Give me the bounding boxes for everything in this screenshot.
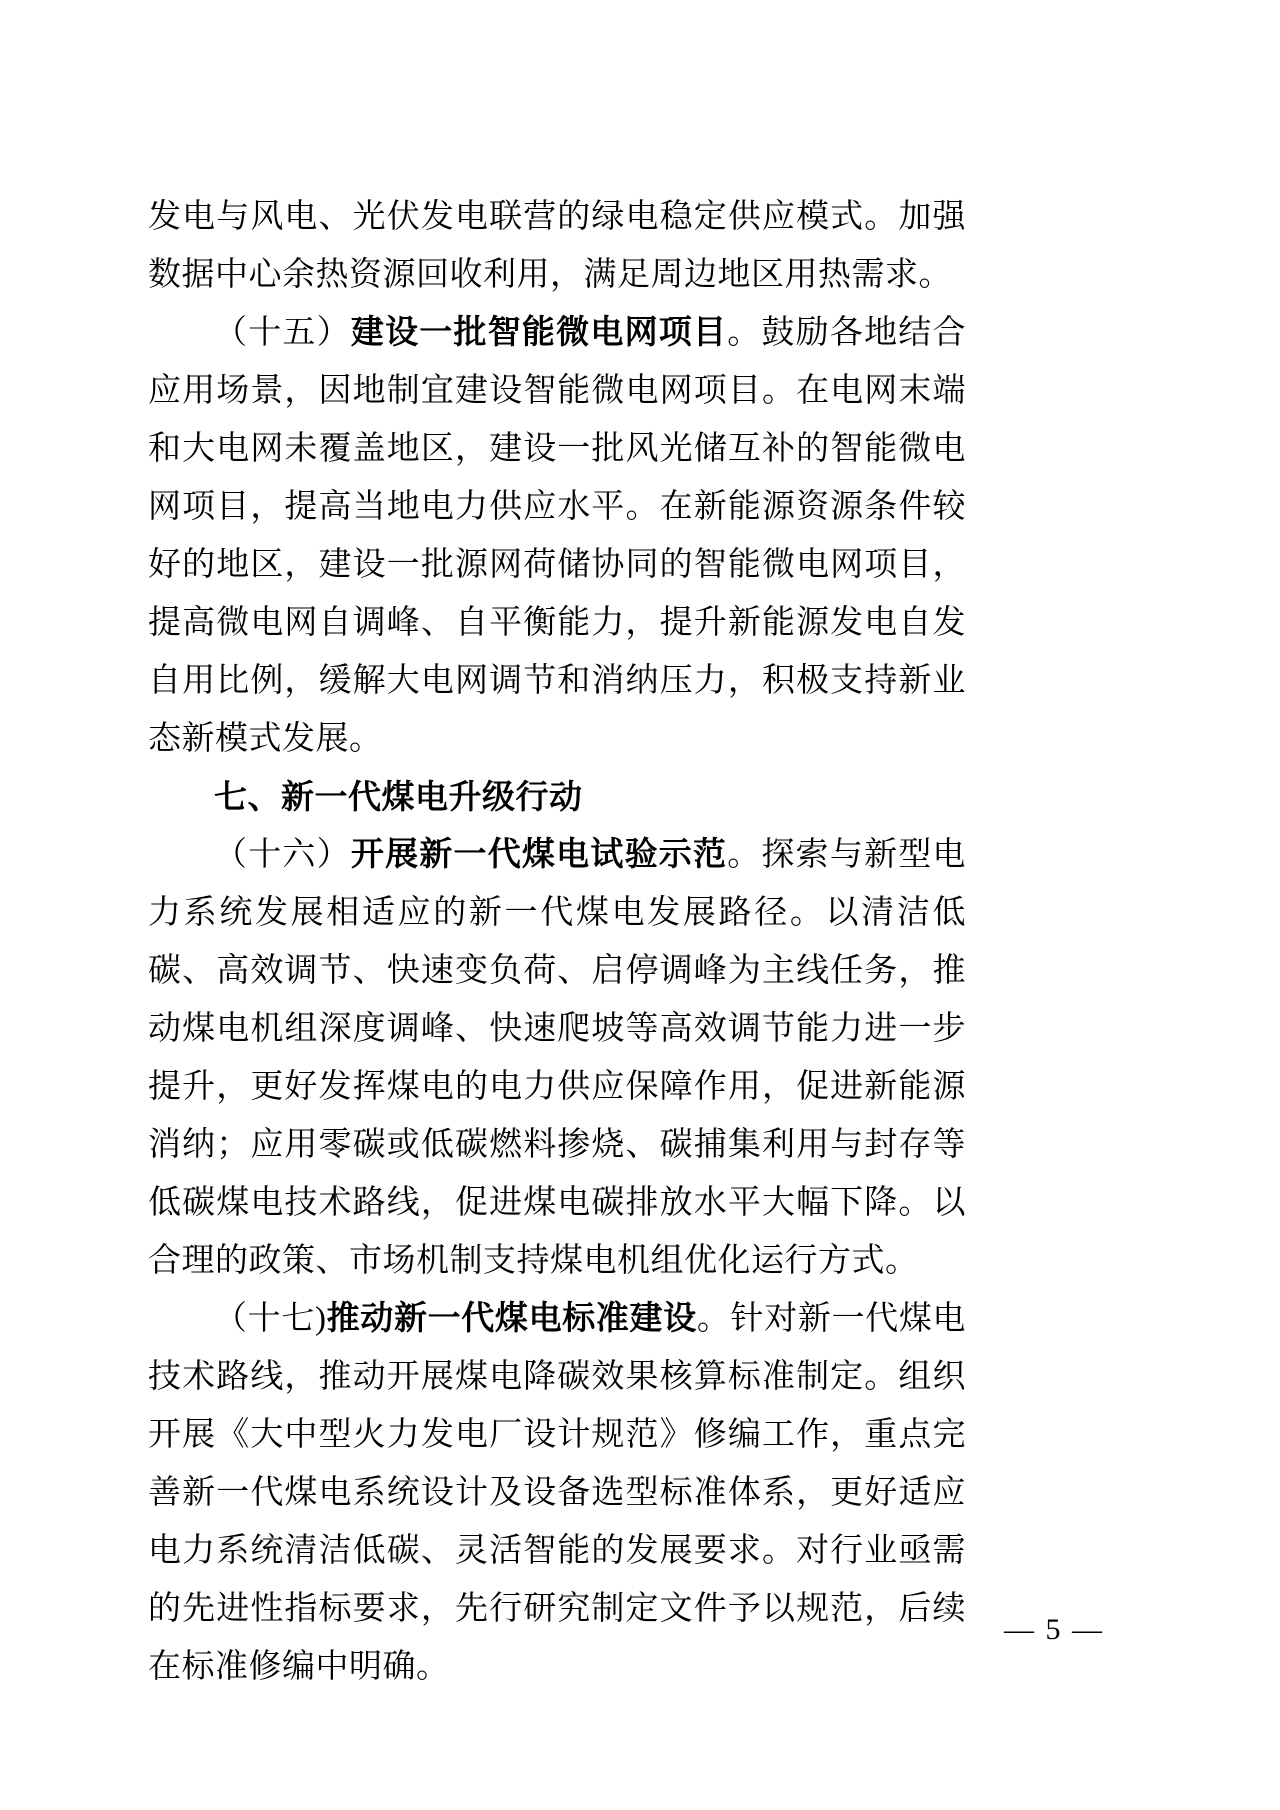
paragraph-16-title: 开展新一代煤电试验示范 — [350, 837, 728, 873]
paragraph-17-body: 。针对新一代煤电技术路线，推动开展煤电降碳效果核算标准制定。组织开展《大中型火力发电厂设计规范》修编工作，重点完善新一代煤电系统设计及设备选型标准体系，更好适应电力系统清洁低碳、灵活智能的发展要求。对行业亟需的先进性指标要求，先行研究制定文件予以规范，后续在标准修编中明确。 — [148, 1301, 967, 1685]
paragraph-16-body: 。探索与新型电力系统发展相适应的新一代煤电发展路径。以清洁低碳、高效调节、快速变负荷、启停调峰为主线任务，推动煤电机组深度调峰、快速爬坡等高效调节能力进一步提升，更好发挥煤电的电力供应保障作用，促进新能源消纳；应用零碳或低碳燃料掺烧、碳捕集利用与封存等低碳煤电技术路线，促进煤电碳排放水平大幅下降。以合理的政策、市场机制支持煤电机组优化运行方式。 — [148, 837, 967, 1279]
paragraph-16 — [148, 826, 966, 1290]
section-heading-7: 七、新一代煤电升级行动 — [214, 778, 583, 815]
paragraph-15-body: 。鼓励各地结合应用场景，因地制宜建设智能微电网项目。在电网末端和大电网未覆盖地区，建设一批风光储互补的智能微电网项目，提高当地电力供应水平。在新能源资源条件较好的地区，建设一批源网荷储协同的智能微电网项目，提高微电网自调峰、自平衡能力，提升新能源发电自发自用比例，缓解大电网调节和消纳压力，积极支持新业态新模式发展。 — [148, 315, 967, 757]
paragraph-17-number: （十七) — [214, 1301, 327, 1337]
paragraph-15 — [148, 304, 966, 768]
paragraph-15-title: 建设一批智能微电网项目 — [350, 315, 728, 351]
paragraph-17-title: 推动新一代煤电标准建设 — [326, 1301, 697, 1337]
paragraph-15-number: （十五） — [214, 315, 351, 351]
text-block — [148, 188, 966, 1696]
paragraph-continuation: 发电与风电、光伏发电联营的绿电稳定供应模式。加强数据中心余热资源回收利用，满足周边地区用热需求。 — [148, 199, 966, 293]
paragraph-16-number: （十六） — [214, 837, 351, 873]
page-number: — 5 — — [1004, 1613, 1104, 1646]
paragraph-17 — [148, 1290, 966, 1696]
